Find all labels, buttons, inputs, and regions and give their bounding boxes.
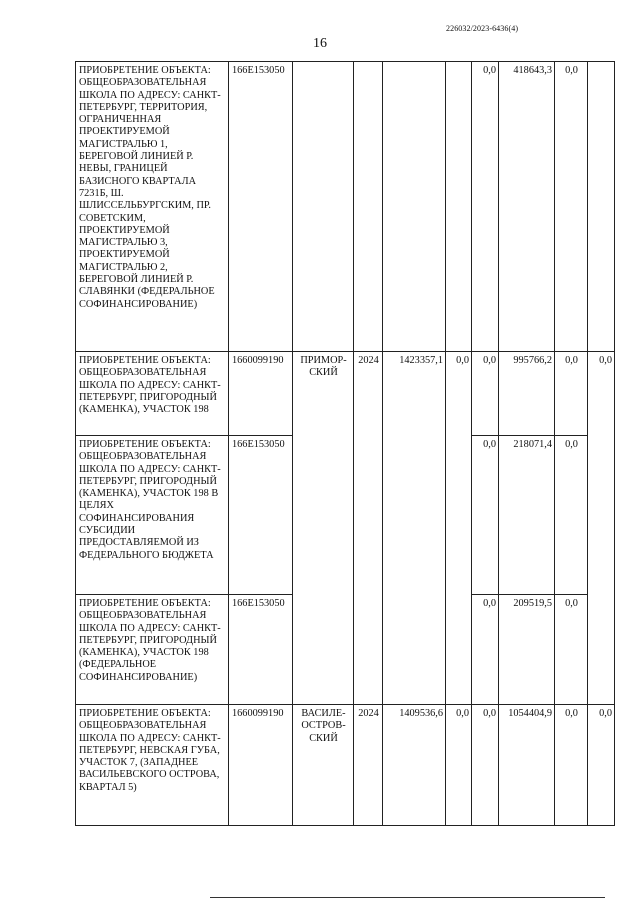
value-cell: 0,0: [446, 705, 472, 826]
district-cell: [293, 62, 354, 352]
object-name-cell: ПРИОБРЕТЕНИЕ ОБЪЕКТА: ОБЩЕОБРАЗОВАТЕЛЬНАЯ ШКОЛА ПО АДРЕСУ: САНКТ-ПЕТЕРБУРГ, ПРИГОРОДНЫЙ (КАМЕНКА), УЧАСТОК 198: [76, 352, 229, 436]
table-row: [76, 705, 615, 826]
year-cell: 2024: [354, 352, 383, 705]
document-id: 226032/2023-6436(4): [446, 24, 519, 33]
value-cell: 0,0: [472, 352, 499, 436]
value-cell: 0,0: [555, 595, 588, 705]
code-cell: 1660099190: [229, 705, 293, 826]
year-cell: [354, 62, 383, 352]
footer-rule: [210, 897, 605, 898]
value-cell: 0,0: [555, 62, 588, 352]
table-row: [76, 62, 615, 352]
value-cell: [588, 62, 615, 352]
value-cell: 0,0: [472, 62, 499, 352]
value-cell: 0,0: [588, 352, 615, 705]
table-row: [76, 352, 615, 436]
year-cell: 2024: [354, 705, 383, 826]
object-name-cell: ПРИОБРЕТЕНИЕ ОБЪЕКТА: ОБЩЕОБРАЗОВАТЕЛЬНАЯ ШКОЛА ПО АДРЕСУ: САНКТ-ПЕТЕРБУРГ, ПРИГОРОДНЫЙ (КАМЕНКА), УЧАСТОК 198 (ФЕДЕРАЛЬНОЕ СОФИНАНСИРОВАНИЕ): [76, 595, 229, 705]
code-cell: 166E153050: [229, 595, 293, 705]
value-cell: 1054404,9: [499, 705, 555, 826]
value-cell: 995766,2: [499, 352, 555, 436]
value-cell: 209519,5: [499, 595, 555, 705]
total-cell: 1409536,6: [383, 705, 446, 826]
budget-table: [75, 61, 615, 826]
value-cell: 0,0: [588, 705, 615, 826]
value-cell: [446, 62, 472, 352]
object-name-cell: ПРИОБРЕТЕНИЕ ОБЪЕКТА: ОБЩЕОБРАЗОВАТЕЛЬНАЯ ШКОЛА ПО АДРЕСУ: САНКТ-ПЕТЕРБУРГ, НЕВСКАЯ ГУБА, УЧАСТОК 7, (ЗАПАДНЕЕ ВАСИЛЬЕВСКОГО ОСТРОВА, КВАРТАЛ 5): [76, 705, 229, 826]
code-cell: 1660099190: [229, 352, 293, 436]
value-cell: 0,0: [555, 352, 588, 436]
value-cell: 0,0: [555, 436, 588, 595]
value-cell: 0,0: [555, 705, 588, 826]
code-cell: 166E153050: [229, 436, 293, 595]
district-cell: ПРИМОР-СКИЙ: [293, 352, 354, 705]
total-cell: 1423357,1: [383, 352, 446, 705]
object-name-cell: ПРИОБРЕТЕНИЕ ОБЪЕКТА: ОБЩЕОБРАЗОВАТЕЛЬНАЯ ШКОЛА ПО АДРЕСУ: САНКТ-ПЕТЕРБУРГ, ТЕРРИТОРИЯ, ОГРАНИЧЕННАЯ ПРОЕКТИРУЕМОЙ МАГИСТРАЛЬЮ 1, БЕРЕГОВОЙ ЛИНИЕЙ Р. НЕВЫ, ГРАНИЦЕЙ БАЗИСНОГО КВАРТАЛА 7231Б, Ш. ШЛИССЕЛЬБУРГСКИМ, ПР. СОВЕТСКИМ, ПРОЕКТИРУЕМОЙ МАГИСТРАЛЬЮ 3, ПРОЕКТИРУЕМОЙ МАГИСТРАЛЬЮ 2, БЕРЕГОВОЙ ЛИНИЕЙ Р. СЛАВЯНКИ (ФЕДЕРАЛЬНОЕ СОФИНАНСИРОВАНИЕ): [76, 62, 229, 352]
value-cell: 0,0: [446, 352, 472, 705]
object-name-cell: ПРИОБРЕТЕНИЕ ОБЪЕКТА: ОБЩЕОБРАЗОВАТЕЛЬНАЯ ШКОЛА ПО АДРЕСУ: САНКТ-ПЕТЕРБУРГ, ПРИГОРОДНЫЙ (КАМЕНКА), УЧАСТОК 198 В ЦЕЛЯХ СОФИНАНСИРОВАНИЯ СУБСИДИИ ПРЕДОСТАВЛЯЕМОЙ ИЗ ФЕДЕРАЛЬНОГО БЮДЖЕТА: [76, 436, 229, 595]
district-cell: ВАСИЛЕ-ОСТРОВ-СКИЙ: [293, 705, 354, 826]
value-cell: 0,0: [472, 436, 499, 595]
page-number: 16: [313, 36, 327, 51]
value-cell: 0,0: [472, 595, 499, 705]
code-cell: 166E153050: [229, 62, 293, 352]
value-cell: 418643,3: [499, 62, 555, 352]
value-cell: 218071,4: [499, 436, 555, 595]
value-cell: 0,0: [472, 705, 499, 826]
total-cell: [383, 62, 446, 352]
